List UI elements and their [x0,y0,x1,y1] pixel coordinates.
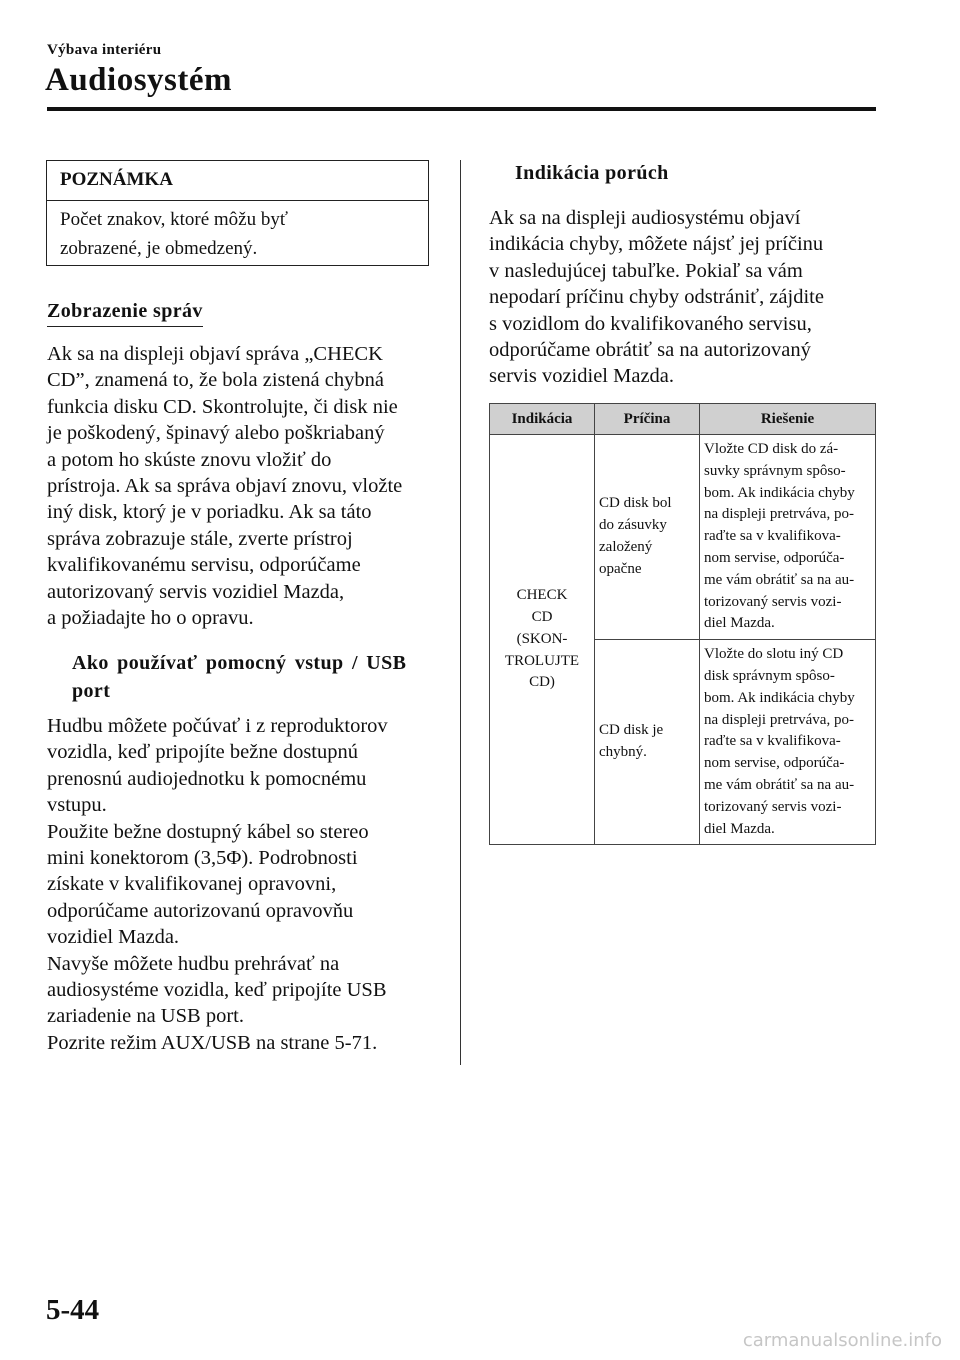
table-row [490,435,876,640]
note-box [46,160,429,266]
faults-line: servis vozidiel Mazda. [489,365,675,388]
cause-line: opačne [599,560,642,577]
aux-line: Pozrite režim AUX/USB na strane 5-71. [47,1031,378,1054]
solution-line: torizovaný servis vozi- [704,593,842,610]
messages-line: a potom ho skúste znovu vložiť do [47,448,332,471]
watermark: carmanualsonline.info [742,1330,942,1351]
note-body [47,201,428,263]
cause-cell [595,640,700,845]
header-rule [47,107,876,111]
messages-line: a požiadajte ho o opravu. [47,607,254,630]
indication-line: TROLUJTE [504,652,580,669]
aux-heading-line: port [72,680,111,702]
indication-line: (SKON- [516,630,568,647]
indication-line: CD [531,608,553,625]
faults-line: odporúčame obrátiť sa na autorizovaný [489,339,811,362]
solution-line: diel Mazda. [704,820,775,837]
aux-paragraph [47,713,447,1056]
aux-line: Navyše môžete hudbu prehrávať na [47,952,340,975]
messages-heading [47,300,203,323]
aux-line: Použite bežne dostupný kábel so stereo [47,820,369,843]
cause-line: založený [599,539,653,556]
messages-line: iný disk, ktorý je v poriadku. Ak sa táto [47,501,372,524]
messages-line: kvalifikovanému servisu, odporúčame [47,554,361,577]
header-indication: Indikácia [490,404,595,435]
faults-line: Ak sa na displeji audiosystému objaví [489,207,801,229]
solution-line: torizovaný servis vozi- [704,798,842,815]
messages-line: CD”, znamená to, že bola zistená chybná [47,369,384,392]
solution-line: suvky správnym spôso- [704,462,846,479]
header-cause: Príčina [595,404,700,435]
solution-cell [700,435,876,640]
messages-line: prístroja. Ak sa správa objaví znovu, vložte [47,475,403,498]
page-number: 5-44 [46,1294,100,1326]
aux-line: Hudbu môžete počúvať i z reproduktorov [47,715,388,737]
note-line: Počet znakov, ktoré môžu byť [60,209,288,230]
solution-cell [700,640,876,845]
aux-line: zariadenie na USB port. [47,1005,244,1028]
messages-heading-text: Zobrazenie správ [47,300,203,327]
messages-line: autorizovaný servis vozidiel Mazda, [47,580,345,603]
cause-cell [595,435,700,640]
indication-line: CHECK [516,587,568,604]
faults-line: s vozidlom do kvalifikovaného servisu, [489,312,812,335]
cause-line: CD disk je [599,722,664,739]
solution-line: bom. Ak indikácia chyby [704,484,855,501]
section-label: Výbava interiéru [47,42,162,58]
cause-line: chybný. [599,744,647,761]
aux-line: vozidla, keď pripojíte bežne dostupnú [47,741,358,764]
cause-line: CD disk bol [599,495,672,512]
faults-line: indikácia chyby, môžete nájsť jej príčinu [489,233,824,256]
solution-line: me vám obrátiť sa na au- [704,776,855,793]
aux-line: vozidiel Mazda. [47,926,180,949]
solution-line: Vložte CD disk do zá- [704,441,839,457]
indication-line: CD) [529,674,555,691]
messages-line: Ak sa na displeji objaví správa „CHECK [47,343,383,365]
solution-line: Vložte do slotu iný CD [704,646,844,663]
messages-line: správa zobrazuje stále, zverte prístroj [47,527,353,550]
solution-line: diel Mazda. [704,615,775,632]
column-divider [460,160,461,1065]
header-solution: Riešenie [700,404,876,435]
solution-line: nom servise, odporúča- [704,755,845,772]
solution-line: raďte sa v kvalifikova- [704,733,841,750]
messages-line: je poškodený, špinavý alebo poškriabaný [47,422,385,445]
solution-line: nom servise, odporúča- [704,549,845,566]
aux-line: odporúčame autorizovanú opravovňu [47,899,354,922]
messages-paragraph [47,341,447,631]
note-title: POZNÁMKA [47,161,428,201]
fault-table [489,403,876,845]
aux-heading [72,649,406,705]
aux-line: audiosystéme vozidla, keď pripojíte USB [47,979,387,1002]
solution-line: disk správnym spôso- [704,667,835,684]
messages-line: funkcia disku CD. Skontrolujte, či disk nie [47,395,398,418]
table-header-row [490,404,876,435]
aux-line: vstupu. [47,794,107,817]
faults-paragraph [489,205,879,390]
solution-line: na displeji pretrváva, po- [704,711,854,728]
faults-line: v nasledujúcej tabuľke. Pokiaľ sa vám [489,259,803,282]
cause-line: do zásuvky [599,517,667,534]
aux-line: získate v kvalifikovanej opravovni, [47,873,337,896]
aux-line: mini konektorom (3,5Φ). Podrobnosti [47,847,358,870]
aux-heading-line: Ako používať pomocný vstup / USB [72,652,407,674]
note-line: zobrazené, je obmedzený. [60,238,258,259]
faults-line: nepodarí príčinu chyby odstrániť, zájdite [489,286,824,309]
indication-cell [490,435,595,845]
solution-line: me vám obrátiť sa na au- [704,571,855,588]
solution-line: na displeji pretrváva, po- [704,506,854,523]
page-title: Audiosystém [45,62,233,98]
solution-line: bom. Ak indikácia chyby [704,689,855,706]
solution-line: raďte sa v kvalifikova- [704,528,841,545]
aux-line: prenosnú audiojednotku k pomocnému [47,767,367,790]
faults-heading: Indikácia porúch [515,162,669,184]
